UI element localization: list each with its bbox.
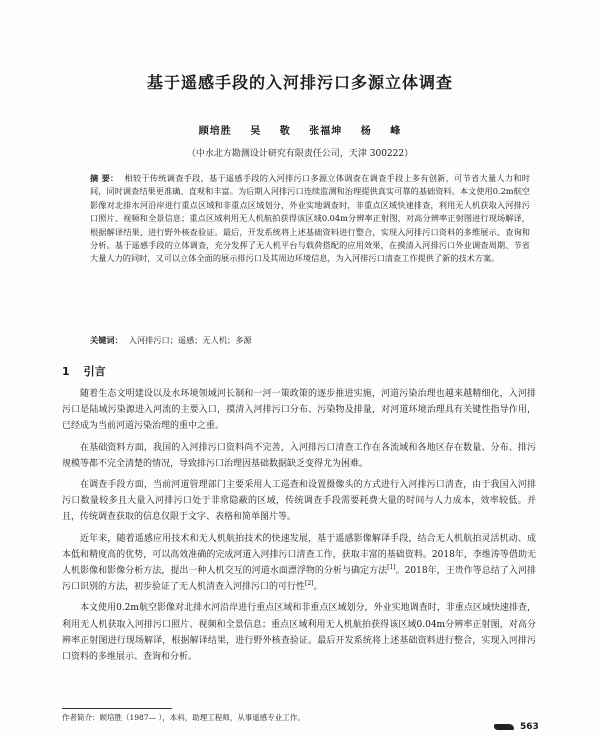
paragraph-text: 。 <box>313 582 323 593</box>
abstract-text: 相较于传统调查手段，基于遥感手段的入河排污口多源立体调查在调查手段上多有创新，可节省大量人力和时间，同时调查结果更准确、直观和丰富。为后期入河排污口连续监测和治理提供真实可靠的基础资料。本文使用0.2m航空影像对北排水河沿岸进行重点区域和非重点区域划分，外业实地调查时，非重点区域快速排查，利用无人机获取入河排污口照片、视频和全景信息；重点区域利用无人机航拍获得该区域0.04m分辨率正射图，对高分辨率正射图进行现场解译，根据解译结果，进行野外核查验证。最后，开发系统将上述基础资料进行整合，实现入河排污口资料的多维展示、查询和分析。基于遥感手段的立体调查，充分发挥了无人机平台与载荷搭配的应用效果，在摸清入河排污口外业调查周期、节省大量人力的同时，又可以立体全面的展示排污口及其周边环境信息，为入河排污口清查工作提供了新的技术方案。 <box>90 173 530 264</box>
page-mark-icon <box>494 724 514 730</box>
paragraph-text: 。2018年，王贵作等总结了入河排污口识别的方法，初步验证了无人机清查入河排污口的可行性 <box>62 566 536 593</box>
section-number: 1 <box>62 365 70 378</box>
keywords-text: 入河排污口；遥感；无人机；多源 <box>128 335 252 345</box>
paragraph-text: 近年来，随着遥感应用技术和无人机航拍技术的快速发展，基于遥感影像解译手段，结合无人机航拍灵活机动、成本低和精度高的优势，可以高效准确的完成河道入河排污口清查工作，获取丰富的基础资料。2018年，李维涛等借助无人机影像和影像分析方法，提出一种人机交互的河道水面漂浮物的分析与确定方法 <box>62 533 536 577</box>
footnote: 作者简介：顾培胜（1987— ），本科，助理工程师，从事遥感专业工作。 <box>62 713 305 722</box>
paper-title: 基于遥感手段的入河排污口多源立体调查 <box>146 73 453 92</box>
citation[interactable]: [1] <box>387 564 396 572</box>
paragraph: 随着生态文明建设以及水环境领域河长制和一河一策政策的逐步推进实施，河道污染治理也越来越精细化，入河排污口是陆域污染源进入河流的主要入口，摸清入河排污口分布、污染物及排量，对河道环境治理具有关键性指导作用，已经成为当前河道污染治理的重中之重。 <box>62 389 536 432</box>
body-text <box>62 386 536 670</box>
authors: 顾培胜 吴 敬 张福坤 杨 峰 <box>198 126 402 137</box>
section-heading <box>62 363 106 379</box>
abstract-label: 摘 要： <box>90 173 119 183</box>
section-title: 引言 <box>83 365 106 378</box>
paragraph: 在调查手段方面，当前河道管理部门主要采用人工巡查和设置摄像头的方式进行入河排污口清查，由于我国入河排污口数量较多且大量入河排污口处于非常隐蔽的区域，传统调查手段需要耗费大量的时间与人力成本，效率较低。并且，传统调查获取的信息仅限于文字、表格和简单图片等。 <box>62 480 536 523</box>
affiliation: （中水北方勘测设计研究有限责任公司，天津 300222） <box>186 149 414 159</box>
footnote-divider <box>62 708 172 709</box>
keywords-label: 关键词： <box>90 335 123 345</box>
keywords <box>90 335 530 346</box>
citation[interactable]: [2] <box>305 580 314 588</box>
abstract <box>90 172 530 266</box>
paragraph: 本文使用0.2m航空影像对北排水河沿岸进行重点区域和非重点区域划分，外业实地调查时，非重点区域快速排查，利用无人机获取入河排污口照片、视频和全景信息；重点区域利用无人机航拍获得该区域0.04m分辨率正射图，对高分辨率正射图进行现场解译，根据解译结果，进行野外核查验证。最后开发系统将上述基础资料进行整合，实现入河排污口资料的多维展示、查询和分析。 <box>62 603 536 663</box>
paragraph: 在基础资料方面，我国的入河排污口资料尚不完善，入河排污口清查工作在各流域和各地区存在数量、分布、排污规模等都不完全清楚的情况，导致排污口治理因基础数据缺乏变得尤为困难。 <box>62 442 536 469</box>
paragraph <box>62 531 536 596</box>
page-number: 563 <box>520 722 539 732</box>
